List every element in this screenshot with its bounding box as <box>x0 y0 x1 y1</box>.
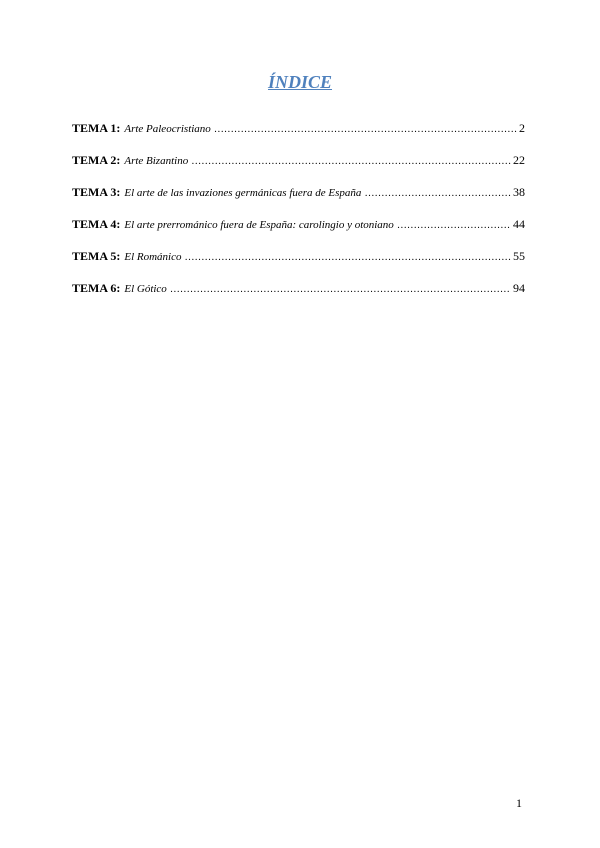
toc-entry-label: TEMA 1: <box>72 121 121 135</box>
toc-entry-tema-3[interactable] <box>72 184 525 216</box>
toc-entry-page: 2 <box>519 121 525 135</box>
table-of-contents <box>72 120 525 312</box>
toc-entry-title: El arte de las invaziones germánicas fuera de España <box>124 187 362 199</box>
toc-entry-label: TEMA 4: <box>72 217 121 231</box>
toc-entry-tema-6[interactable] <box>72 280 525 312</box>
toc-entry-label: TEMA 5: <box>72 249 121 263</box>
page-title: ÍNDICE <box>267 72 333 92</box>
toc-dot-leader <box>397 218 511 234</box>
toc-entry-title: Arte Bizantino <box>124 155 189 167</box>
toc-entry-page: 94 <box>513 281 525 295</box>
toc-dot-leader <box>170 282 511 298</box>
toc-entry-label: TEMA 6: <box>72 281 121 295</box>
toc-entry-title: El Gótico <box>124 283 167 295</box>
toc-entry-page: 44 <box>513 217 525 231</box>
toc-entry-page: 22 <box>513 153 525 167</box>
toc-entry-title: El Románico <box>124 251 182 263</box>
toc-dot-leader <box>364 186 511 202</box>
toc-dot-leader <box>184 250 511 266</box>
toc-entry-title: El arte prerrománico fuera de España: carolingio y otoniano <box>124 219 394 231</box>
toc-entry-page: 55 <box>513 249 525 263</box>
toc-entry-tema-5[interactable] <box>72 248 525 280</box>
toc-entry-tema-4[interactable] <box>72 216 525 248</box>
toc-entry-title: Arte Paleocristiano <box>124 123 211 135</box>
page-number: 1 <box>516 796 522 810</box>
toc-entry-page: 38 <box>513 185 525 199</box>
toc-dot-leader <box>191 154 511 170</box>
toc-entry-tema-2[interactable] <box>72 152 525 184</box>
toc-dot-leader <box>214 122 517 138</box>
toc-entry-label: TEMA 2: <box>72 153 121 167</box>
toc-entry-tema-1[interactable] <box>72 120 525 152</box>
toc-entry-label: TEMA 3: <box>72 185 121 199</box>
